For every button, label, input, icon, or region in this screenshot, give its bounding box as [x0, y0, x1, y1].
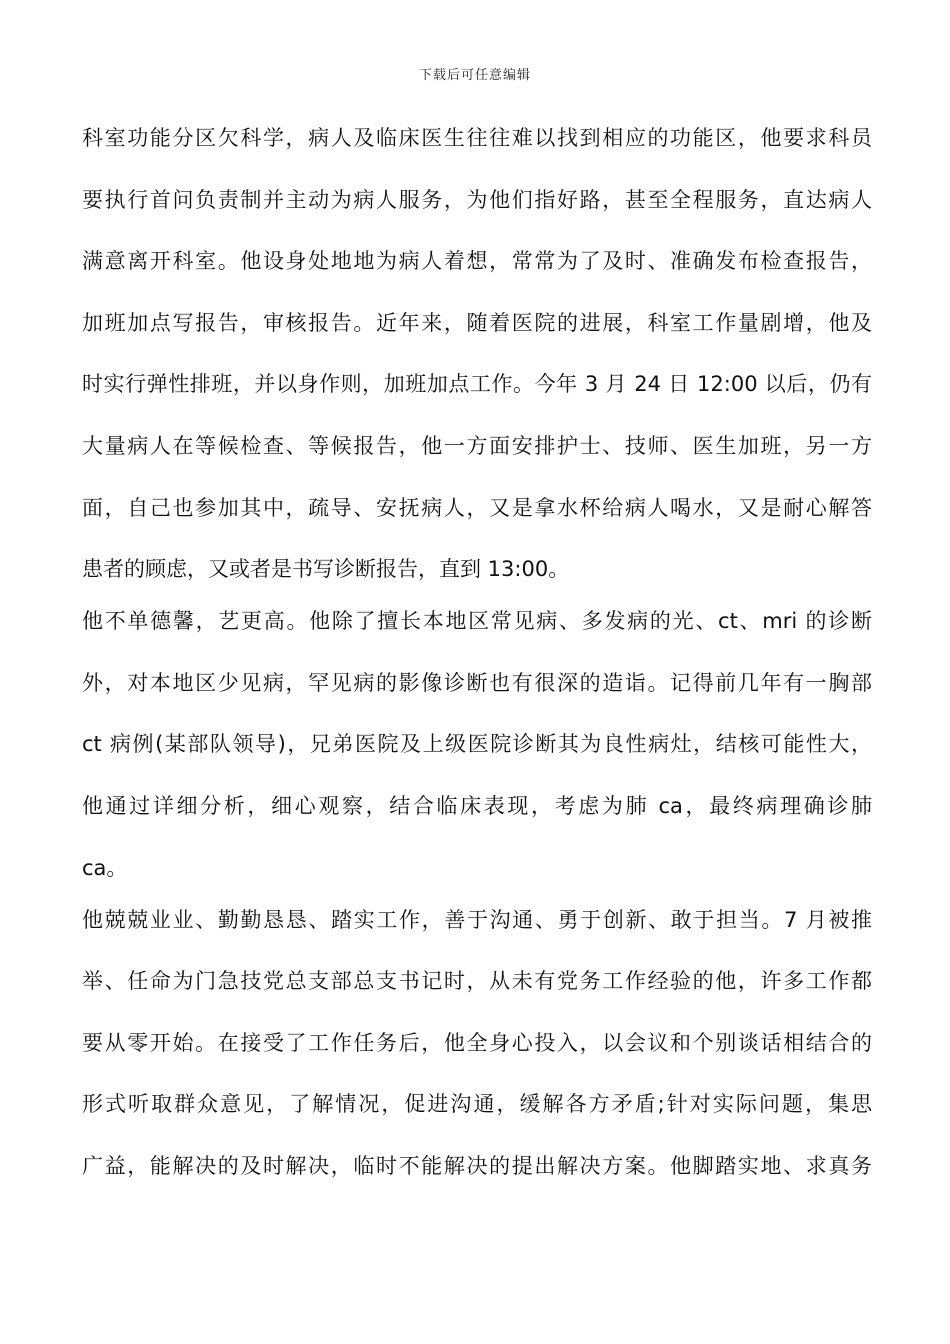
- text-line: 加班加点写报告，审核报告。近年来，随着医院的进展，科室工作量剧增，他及: [82, 310, 872, 335]
- text-line: 要执行首问负责制并主动为病人服务，为他们指好路，甚至全程服务，直达病人: [82, 187, 872, 212]
- text-line: 科室功能分区欠科学，病人及临床医生往往难以找到相应的功能区，他要求科员: [82, 126, 872, 150]
- text-line: 大量病人在等候检查、等候报告，他一方面安排护士、技师、医生加班，另一方: [82, 433, 872, 458]
- text-line: ca。: [82, 855, 128, 880]
- text-line: ct 病例(某部队领导)，兄弟医院及上级医院诊断其为良性病灶，结核可能性大，: [82, 732, 872, 757]
- text-line: 要从零开始。在接受了工作任务后，他全身心投入，以会议和个别谈话相结合的: [82, 1030, 872, 1055]
- text-line: 满意离开科室。他设身处地地为病人着想，常常为了及时、准确发布检查报告，: [82, 249, 872, 274]
- text-line: 时实行弹性排班，并以身作则，加班加点工作。今年 3 月 24 日 12:00 以后，仍有: [82, 372, 872, 397]
- text-line: 他兢兢业业、勤勤恳恳、踏实工作，善于沟通、勇于创新、敢于担当。7 月被推: [82, 907, 872, 932]
- text-line: 他通过详细分析，细心观察，结合临床表现，考虑为肺 ca，最终病理确诊肺: [82, 793, 872, 818]
- text-line: 外，对本地区少见病，罕见病的影像诊断也有很深的造诣。记得前几年有一胸部: [82, 670, 872, 695]
- text-line: 广益，能解决的及时解决，临时不能解决的提出解决方案。他脚踏实地、求真务: [82, 1153, 872, 1178]
- text-line: 患者的顾虑，又或者是书写诊断报告，直到 13:00。: [82, 557, 570, 582]
- text-line: 举、任命为门急技党总支部总支书记时，从未有党务工作经验的他，许多工作都: [82, 969, 872, 994]
- text-line: 他不单德馨，艺更高。他除了擅长本地区常见病、多发病的光、ct、mri 的诊断: [82, 609, 872, 634]
- text-line: 形式听取群众意见，了解情况，促进沟通，缓解各方矛盾;针对实际问题，集思: [82, 1092, 872, 1117]
- document-body: [82, 118, 872, 1208]
- text-line: 面，自己也参加其中，疏导、安抚病人，又是拿水杯给病人喝水，又是耐心解答: [82, 495, 872, 520]
- page-header: 下载后可任意编辑: [418, 68, 531, 83]
